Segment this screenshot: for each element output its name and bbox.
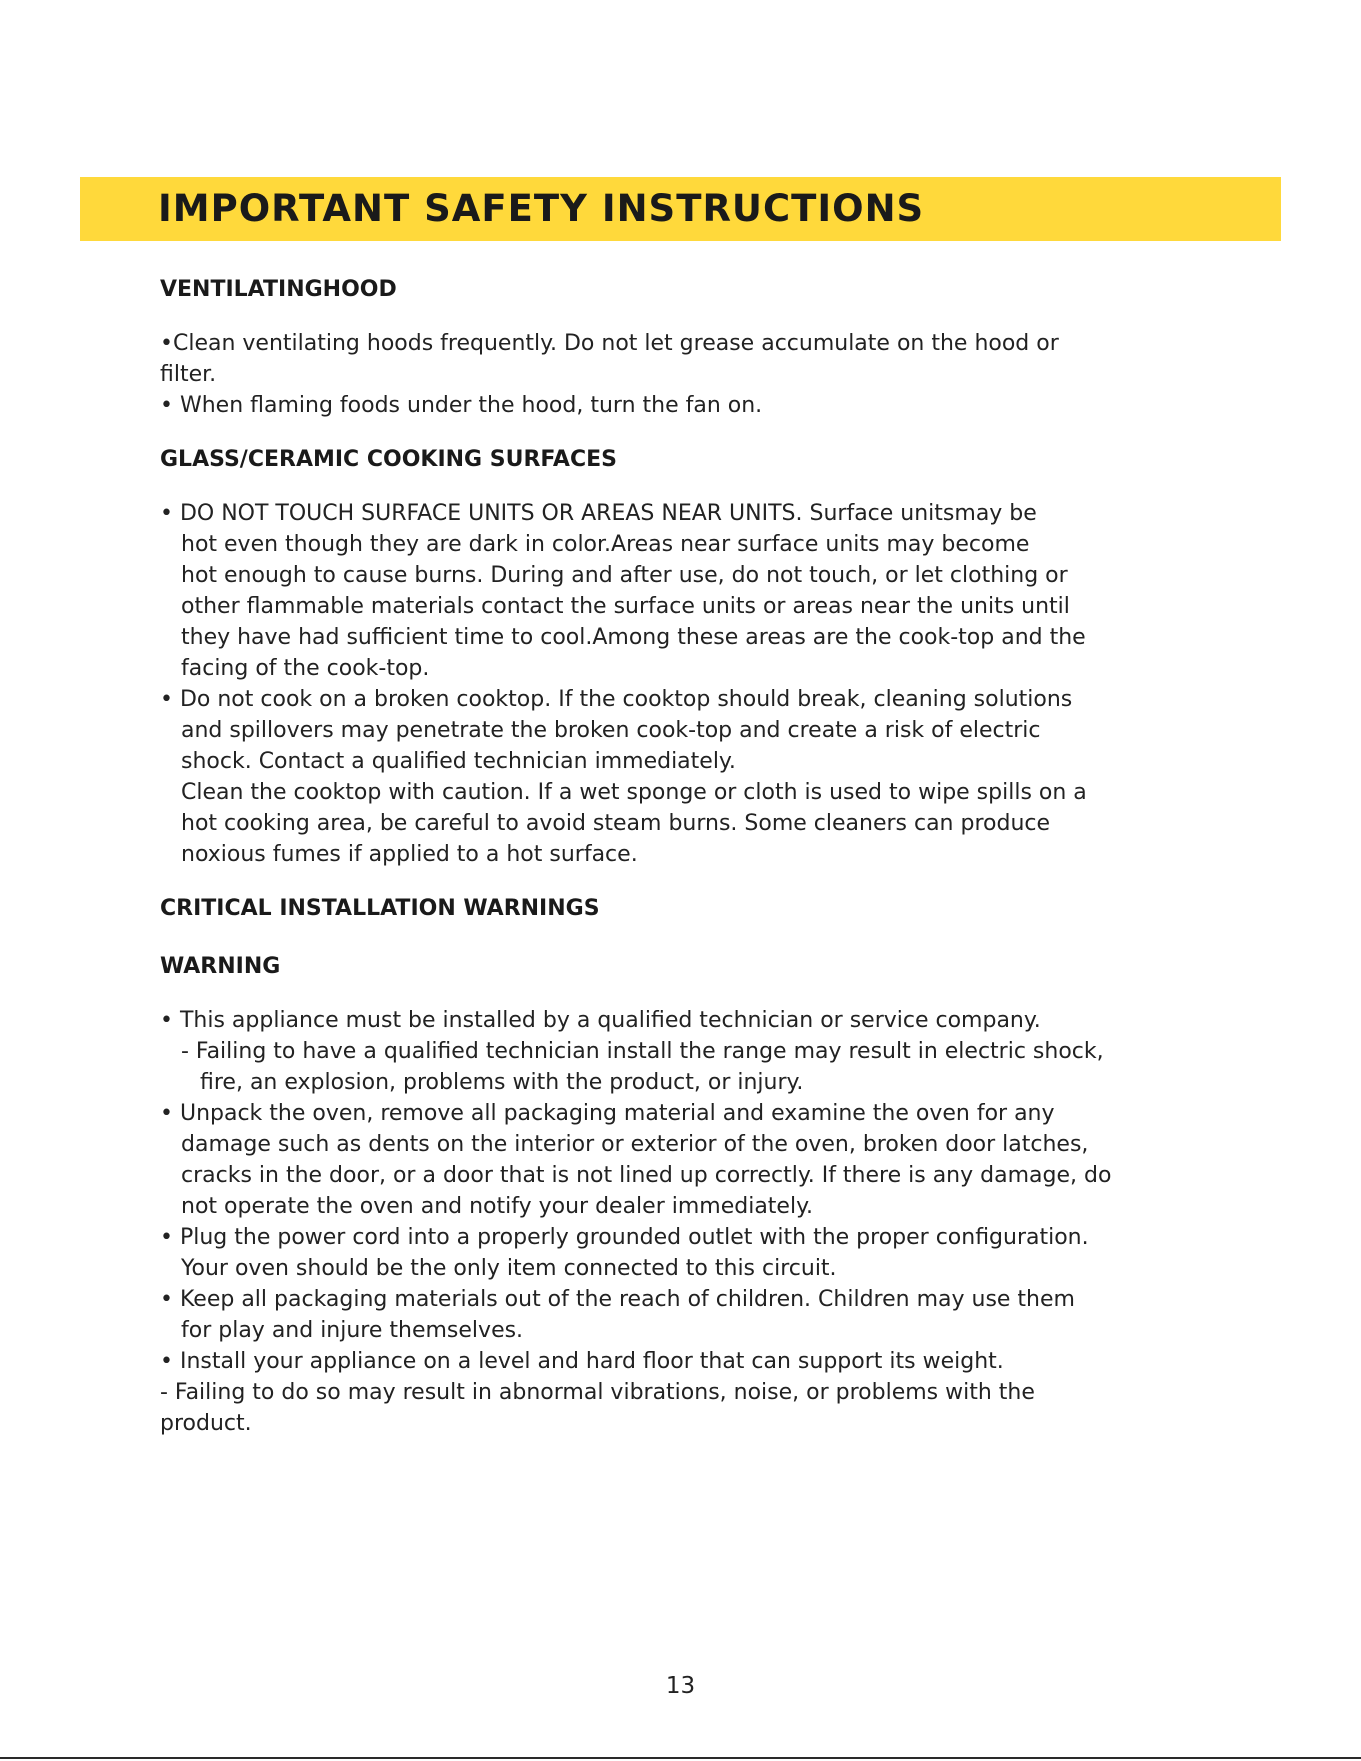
text-line: • Do not cook on a broken cooktop. If the cooktop should break, cleaning solutions bbox=[160, 687, 1073, 712]
header-banner bbox=[80, 177, 1281, 241]
text-line: noxious fumes if applied to a hot surface. bbox=[181, 842, 638, 867]
ventilating-hood-text bbox=[160, 328, 1190, 421]
section-heading-warning: WARNING bbox=[160, 954, 281, 979]
text-line: other flammable materials contact the surface units or areas near the units until bbox=[181, 594, 1070, 619]
text-line: product. bbox=[160, 1411, 252, 1436]
text-line: fire, an explosion, problems with the product, or injury. bbox=[200, 1070, 804, 1095]
text-line: - Failing to do so may result in abnormal vibrations, noise, or problems with the bbox=[160, 1380, 1035, 1405]
text-line: • DO NOT TOUCH SURFACE UNITS OR AREAS NEAR UNITS. Surface unitsmay be bbox=[160, 501, 1037, 526]
section-heading-ventilating-hood: VENTILATINGHOOD bbox=[160, 277, 397, 302]
section-heading-glass-ceramic: GLASS/CERAMIC COOKING SURFACES bbox=[160, 447, 617, 472]
page-number: 13 bbox=[665, 1673, 696, 1699]
text-line: • Plug the power cord into a properly grounded outlet with the proper configuration. bbox=[160, 1225, 1089, 1250]
text-line: • When flaming foods under the hood, turn the fan on. bbox=[160, 393, 763, 418]
text-line: hot cooking area, be careful to avoid steam burns. Some cleaners can produce bbox=[181, 811, 1051, 836]
text-line: and spillovers may penetrate the broken cook-top and create a risk of electric bbox=[181, 718, 1041, 743]
text-line: •Clean ventilating hoods frequently. Do not let grease accumulate on the hood or bbox=[160, 331, 1059, 356]
section-heading-critical-installation: CRITICAL INSTALLATION WARNINGS bbox=[160, 896, 600, 921]
bottom-divider bbox=[0, 1757, 1361, 1759]
text-line: • Unpack the oven, remove all packaging material and examine the oven for any bbox=[160, 1101, 1055, 1126]
text-line: - Failing to have a qualified technician install the range may result in electric shock, bbox=[181, 1039, 1104, 1064]
text-line: • Keep all packaging materials out of the reach of children. Children may use them bbox=[160, 1287, 1075, 1312]
page-title: IMPORTANT SAFETY INSTRUCTIONS bbox=[158, 187, 925, 230]
text-line: • This appliance must be installed by a qualified technician or service company. bbox=[160, 1008, 1041, 1033]
text-line: hot enough to cause burns. During and after use, do not touch, or let clothing or bbox=[181, 563, 1068, 588]
text-line: Clean the cooktop with caution. If a wet sponge or cloth is used to wipe spills on a bbox=[181, 780, 1087, 805]
text-line: damage such as dents on the interior or exterior of the oven, broken door latches, bbox=[181, 1132, 1089, 1157]
text-line: hot even though they are dark in color.Areas near surface units may become bbox=[181, 532, 1030, 557]
text-line: filter. bbox=[160, 362, 217, 387]
glass-ceramic-text bbox=[160, 498, 1190, 870]
text-line: for play and injure themselves. bbox=[181, 1318, 524, 1343]
text-line: not operate the oven and notify your dealer immediately. bbox=[181, 1194, 813, 1219]
main-content bbox=[160, 270, 1190, 1439]
text-line: Your oven should be the only item connected to this circuit. bbox=[181, 1256, 837, 1281]
text-line: facing of the cook-top. bbox=[181, 656, 430, 681]
warning-text bbox=[160, 1005, 1190, 1439]
text-line: cracks in the door, or a door that is not lined up correctly. If there is any damage, do bbox=[181, 1163, 1112, 1188]
text-line: shock. Contact a qualified technician immediately. bbox=[181, 749, 736, 774]
text-line: • Install your appliance on a level and hard floor that can support its weight. bbox=[160, 1349, 1004, 1374]
text-line: they have had sufficient time to cool.Among these areas are the cook-top and the bbox=[181, 625, 1086, 650]
